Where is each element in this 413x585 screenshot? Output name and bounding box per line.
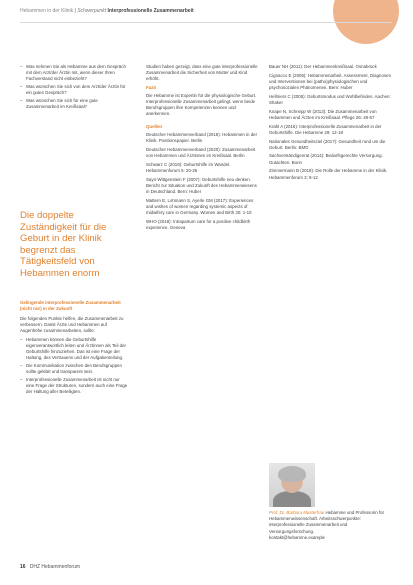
reference-item: Cignacco E (2006): Hebammenarbeit. Assessment, Diagnosen und Interventionen bei (patho)physiologischen und psychosozialen Phänomenen. Bern: Huber [269,72,392,91]
fazit-heading: Fazit [146,84,157,90]
header-rule [20,22,392,23]
issue-name: Hebammenforum [41,564,81,570]
author-name: Prof. Dr. Barbara Musterfrau [269,510,325,515]
reference-item: Sayn-Wittgenstein F (2007): Geburtshilfe neu denken. Bericht zur Situation und Zukunft des Hebammenwesens in Deutschland. Bern: Huber [146,176,257,194]
reference-list [269,64,393,181]
running-header [20,8,194,14]
author-photo [269,463,315,507]
list-item: – Was wünschen Sie sich für eine gute Zusammenarbeit im Kreißsaal? [20,98,128,110]
page-footer [20,564,80,570]
reference-item: Deutscher Hebammenverband (2020): Zusammenarbeit von Hebammen und Ärztinnen im Kreißsaal. Berlin [146,146,256,158]
column-2 [146,64,258,234]
reference-item: Schwarz C (2019): Geburtshilfe im Wandel. Hebammenforum 5: 20-25 [146,161,231,173]
reference-item: Deutscher Hebammenverband (2018): Hebammen in der Klinik. Positionspapier. Berlin [146,131,258,144]
pull-quote: Die doppelte Zuständigkeit für die Geburt in der Klinik begrenzt das Tätigkeitsfeld von Hebammen enorm [20,210,107,279]
reference-item: WHO (2018): Intrapartum care for a positive childbirth experience. Geneva [146,218,251,230]
column-3 [269,64,393,183]
list-item: – Hebammen können die Geburtshilfe eigenverantwortlich leiten und Ärztinnen als Teil der Geburtshilfe hinzuziehen. Das ist eine Frage der Haltung, des Vertrauens und der Aufgabenteilung. [20,337,128,362]
author-box [269,510,393,541]
paragraph: Die folgenden Punkte helfen, die Zusammenarbeit zu verbessern. Damit Ärzte und Hebammen auf Augenhöhe zusammenarbeiten, sollte: [20,316,124,334]
list-item: – Die Kommunikation zwischen den Berufsgruppen sollte geklärt und transparent sein. [20,363,128,375]
page-number: 16 [20,564,26,570]
fazit-text: Die Hebamme ist Expertin für die physiologische Geburt. Interprofessionelle Zusammenarbeit gelingt, wenn beide Berufsgruppen ihre Kompetenzen kennen und anerkennen. [146,92,257,117]
header-separator: | [74,8,76,14]
list-item: – Was nehmen Sie als Hebamme aus dem Gespräch mit dem Arzt/der Ärztin mit, wenn dieser Ihren Fachverstand nicht einbezieht? [20,64,128,83]
paragraph: Studien haben gezeigt, dass eine gute interprofessionelle Zusammenarbeit die Sicherheit von Mutter und Kind erhöht. [146,64,258,82]
author-bio: Hebamme und Professorin für Hebammenwissenschaft. Arbeitsschwerpunkte: interprofessionelle Zusammenarbeit und Versorgungsforschung. [269,510,385,534]
header-title: Interprofessionelle Zusammenarbeit [107,8,194,14]
section-body [20,316,128,397]
recommendation-list [20,337,128,396]
reference-item: Nationales Gesundheitsziel (2017): Gesundheit rund um die Geburt. Berlin: BMG [269,138,386,150]
reference-item: Bauer NH (2011): Der Hebammenkreißsaal. Osnabrück [269,64,377,69]
section-subhead: Gelingende interprofessionelle Zusammenarbeit (nicht nur) in der Zukunft [20,300,121,312]
question-list [20,64,128,110]
reference-item: Sachverständigenrat (2014): Bedarfsgerechte Versorgung. Gutachten. Bonn [269,153,383,165]
reference-item: Krahl A (2016): Interprofessionelle Zusammenarbeit in der Geburtshilfe. Die Hebamme 29: 12-18 [269,123,382,135]
sources-heading: Quellen [146,123,163,129]
header-section: Hebammen in der Klinik [20,8,74,14]
reference-item: Zimmermann B (2019): Die Rolle der Hebamme in der Klinik. Hebammenforum 3: 8-12 [269,168,388,180]
journal-name: DHZ [29,564,41,570]
reference-item: Hellmers C (2005): Geburtsmodus und Wohlbefinden. Aachen: Shaker [269,93,391,106]
list-item: – Interprofessionelle Zusammenarbeit ist nicht nur eine Frage der Strukturen, sondern auch eine Frage der Haltung aller Beteiligten. [20,377,128,396]
author-email[interactable]: kontakt@hebamme.example [269,534,325,540]
header-kicker: Schwerpunkt [77,8,107,14]
reference-item: Mattern E, Lohmann S, Ayerle GM (2017): Experiences and wishes of women regarding systemic aspects of midwifery care in Germany. Women and Birth 30: 1-10 [146,197,254,216]
list-item: – Was wünschen Sie sich von dem Arzt/der Ärztin für ein gutes Gespräch? [20,84,128,96]
reference-item: Knape N, Schnepp W (2013): Die Zusammenarbeit von Hebammen und Ärzten im Kreißsaal. Pflege 26: 49-57 [269,108,377,120]
reference-list [146,132,258,231]
